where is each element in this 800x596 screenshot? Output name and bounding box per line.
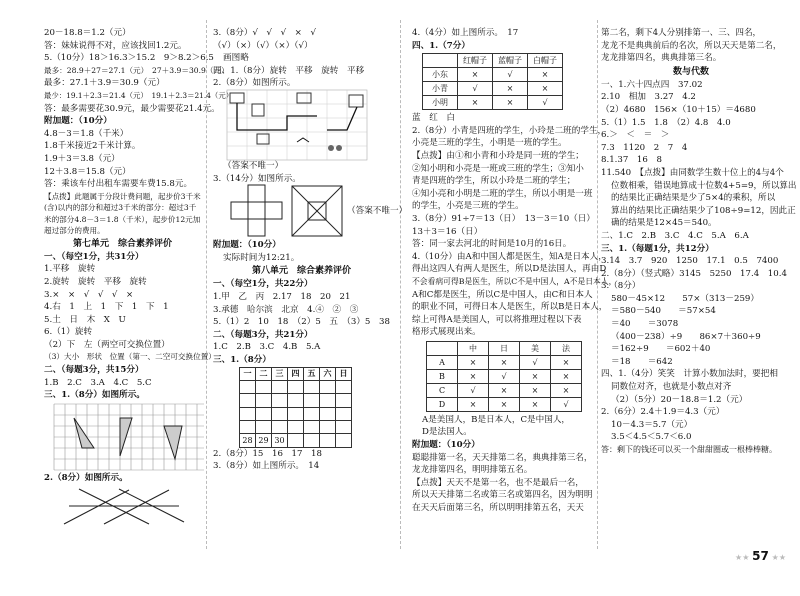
tbl-cell: × xyxy=(493,96,528,110)
text-line: （2）下 左（两空可交换位置） xyxy=(44,339,170,350)
answer-note: （答案不唯一） xyxy=(223,160,284,171)
square-pattern-figure xyxy=(231,185,283,237)
text-line: 3.（14分）如图所示。 xyxy=(213,173,301,184)
tbl-cell: √ xyxy=(520,355,551,369)
text-line: 3.承德 哈尔滨 北京 4.④ ② ③ xyxy=(213,304,359,315)
text-line: 综上可得A是美国人，可以将推理过程以下表 xyxy=(412,314,582,325)
path-grid-figure xyxy=(227,90,367,160)
text-line: （3）大小 形状 位置（第一、二空可交换位置） xyxy=(44,352,216,362)
tbl-cell: 小东 xyxy=(423,68,458,82)
text-line: ＝18 ＝642 xyxy=(611,356,673,367)
tbl-head: 法 xyxy=(551,341,582,355)
diagonal-pattern-figure xyxy=(291,185,343,237)
text-line: 1.平移 旋转 xyxy=(44,264,96,275)
cal-cell xyxy=(240,407,256,420)
grid-triangles-figure xyxy=(54,404,204,470)
cal-cell xyxy=(336,380,352,393)
cal-cell xyxy=(320,434,336,447)
text-line: ＝40 ＝3078 xyxy=(611,319,679,330)
cal-cell: 28 xyxy=(240,434,256,447)
cal-cell xyxy=(336,434,352,447)
cal-cell xyxy=(240,394,256,407)
cal-cell xyxy=(288,394,304,407)
text-line: 7.3 1120 2 7 4 xyxy=(601,142,688,153)
unit-7-title: 第七单元 综合素养评价 xyxy=(72,238,172,249)
cal-cell xyxy=(256,421,272,434)
text-line: 画图略 xyxy=(223,53,249,64)
text-line: 1.C 2.B 3.C 4.B 5.A xyxy=(213,342,321,353)
tbl-cell: × xyxy=(458,397,489,411)
text-line: 一、（每空1分，共22分） xyxy=(213,279,313,290)
tbl-cell: B xyxy=(427,369,458,383)
text-line: 答：妹妹说得不对，应该找回1.2元。 xyxy=(44,40,187,51)
text-line: 4.8－3＝1.8（千米） xyxy=(44,128,129,139)
text-line: 四、1.（7分） xyxy=(412,40,470,51)
text-line: 10－4.3＝5.7（元） xyxy=(611,419,693,430)
text-line: 蓝 红 白 xyxy=(412,113,455,124)
text-line: 不会看病可得B是医生，所以C不是中国人，A不是日本人， xyxy=(412,276,617,286)
cal-cell xyxy=(320,380,336,393)
text-line: 5.（1）1.5 1.8 （2）4.8 4.0 xyxy=(601,117,731,128)
cal-cell xyxy=(304,434,320,447)
text-line: 附加题：（10分） xyxy=(412,440,480,451)
cal-cell xyxy=(320,421,336,434)
text-line: 三、1.（每题1分，共12分） xyxy=(601,243,714,254)
cal-cell: 29 xyxy=(256,434,272,447)
cal-cell xyxy=(320,394,336,407)
hat-table xyxy=(422,53,563,110)
text-line: 二、（每题3分，共15分） xyxy=(44,365,144,376)
cal-cell xyxy=(288,421,304,434)
crossing-lines-figure xyxy=(59,484,189,530)
cal-head: 二 xyxy=(256,367,272,380)
star-icon: ★★ xyxy=(735,553,753,562)
cal-cell xyxy=(304,407,320,420)
unit-8-title: 第八单元 综合素养评价 xyxy=(251,266,351,277)
cal-head: 六 xyxy=(320,367,336,380)
text-line: 13＋3＝16（日） xyxy=(412,226,483,237)
tbl-cell: C xyxy=(427,383,458,397)
tbl-cell: √ xyxy=(458,383,489,397)
tbl-head: 美 xyxy=(520,341,551,355)
text-line: 3.（8分）√ √ √ × √ xyxy=(213,28,316,38)
text-line: 2.（6分）2.4＋1.9＝4.3（元） xyxy=(601,407,725,418)
calendar-table xyxy=(239,367,352,448)
tbl-cell: × xyxy=(551,383,582,397)
tbl-head xyxy=(427,341,458,355)
text-line: 第二名，剩下4人分别排第一、三、四名， xyxy=(601,28,762,38)
cal-cell xyxy=(304,421,320,434)
text-line: 3.（8分） xyxy=(601,281,641,292)
tbl-cell: √ xyxy=(458,82,493,96)
text-line: 1.9＋3＝3.8（元） xyxy=(44,153,120,164)
tbl-cell: × xyxy=(520,397,551,411)
text-line: 三、1.（8分）如图所示。 xyxy=(44,390,145,401)
text-line: 确的结果是12×45＝540。 xyxy=(611,218,717,229)
tbl-head: 中 xyxy=(458,341,489,355)
text-line: 答：乘该车付出租车需要车费15.8元。 xyxy=(44,179,193,190)
text-line: 青是四班的学生，所以小玲是二班的学生； xyxy=(412,176,576,187)
tbl-cell: × xyxy=(489,355,520,369)
tbl-cell: × xyxy=(458,369,489,383)
tip-paragraph: 【点拨】此题属于分段计费问题，起步价3千米(含)以内的部分和超过3千米的部分：超过3千米的部分4.8－3＝1.8（千米），起步价12元加超过部分的费用。 xyxy=(44,191,201,236)
text-line: 的职业不同，可得日本人是医生，所以B是日本人， xyxy=(412,302,608,313)
cal-cell xyxy=(272,421,288,434)
text-line: 的结果比正确结果是少了5×4的乘积，所以 xyxy=(611,193,776,204)
text-line: 所以天天排第二名或第三名或第四名，因为明明 xyxy=(412,490,593,501)
text-line: 实际时间为12:21。 xyxy=(223,252,300,263)
tbl-cell: × xyxy=(489,397,520,411)
tbl-cell: × xyxy=(520,369,551,383)
text-line: 4.（4分）如上图所示。 17 xyxy=(412,28,519,38)
star-icon: ★★ xyxy=(768,553,786,562)
text-line: 四、1.（8分）旋转 平移 旋转 平移 xyxy=(213,65,365,76)
cal-cell: 30 xyxy=(272,434,288,447)
text-line: 1.B 2.C 3.A 4.C 5.C xyxy=(44,377,152,388)
text-line: 的学生，小亮是三班的学生。 xyxy=(412,201,524,212)
tbl-head: 日 xyxy=(489,341,520,355)
text-line: ＝162÷9 ＝602＋40 xyxy=(611,344,711,355)
text-line: 最少：19.1＋2.3＝21.4（元） 19.1＋2.3＝21.4（元） xyxy=(44,90,234,100)
cal-cell xyxy=(256,380,272,393)
text-line: 算出的结果比正确结果少了108÷9=12，因此正 xyxy=(611,205,796,216)
text-line: 四、1.（4分）笑笑 计算小数加法时，要把相 xyxy=(601,369,778,380)
text-line: 聪聪排第一名，天天排第二名，典典排第三名， xyxy=(412,452,593,463)
cal-head: 三 xyxy=(272,367,288,380)
text-line: 5.（1）2 10 18 （2）5 五 （3）5 38 xyxy=(213,317,390,328)
cal-cell xyxy=(336,407,352,420)
text-line: 2.（8分）15 16 17 18 xyxy=(213,448,322,459)
tbl-cell: × xyxy=(458,68,493,82)
text-line: 答：同一家去河北的时间是10月的16日。 xyxy=(412,239,572,250)
text-line: D是法国人。 xyxy=(422,427,472,438)
tbl-cell: × xyxy=(493,82,528,96)
tbl-cell: 小青 xyxy=(423,82,458,96)
text-line: 附加题：（10分） xyxy=(213,240,281,251)
text-line: 龙龙排第四名，明明排第五名。 xyxy=(412,465,533,476)
text-line: 龙龙排第四名，典典排第三名。 xyxy=(601,53,722,64)
section-title: 数与代数 xyxy=(672,66,709,77)
column-1 xyxy=(44,27,234,596)
text-line: ＝580－540 ＝57×54 xyxy=(611,306,716,317)
text-line: 1.甲 乙 丙 2.17 18 20 21 xyxy=(213,291,351,302)
text-line: 3.（8分）91÷7＝13（日） 13－3＝10（日） xyxy=(412,213,595,224)
text-line: 6.（1）旋转 xyxy=(44,327,93,338)
cal-cell xyxy=(272,380,288,393)
text-line: 8.1.37 16 8 xyxy=(601,155,662,166)
text-line: 得出这四人有两人是医生，所以D是法国人，再由D xyxy=(412,264,607,275)
cal-cell xyxy=(304,380,320,393)
tbl-head: 白帽子 xyxy=(528,54,563,68)
text-line: 3.5＜4.5＜5.7＜6.0 xyxy=(611,432,692,443)
tbl-cell: A xyxy=(427,355,458,369)
text-line: 12＋3.8＝15.8（元） xyxy=(44,166,131,177)
text-line: （2）4680 156×（10＋15）＝4680 xyxy=(601,104,756,115)
tbl-cell: √ xyxy=(528,96,563,110)
text-line: 小亮是三班的学生，小明是一班的学生。 xyxy=(412,138,567,149)
text-line: A和C都是医生，所以C是中国人，由C和日本人 xyxy=(412,289,593,300)
text-line: 【点拨】天天不是第一名，也不是最后一名， xyxy=(412,477,584,488)
text-line: 最多：27.1＋3.9＝30.9（元） xyxy=(44,78,165,89)
text-line: 4.右 1 上 1 下 1 下 1 xyxy=(44,302,169,313)
text-line: ②知小明和小亮是一班或三班的学生；③知小 xyxy=(412,163,584,174)
text-line: 2.（8分）（竖式略）3145 5250 17.4 10.4 xyxy=(601,268,787,279)
tbl-cell: √ xyxy=(551,397,582,411)
cal-cell xyxy=(288,407,304,420)
cal-cell xyxy=(272,407,288,420)
column-3 xyxy=(412,27,617,596)
text-line: （√）（×）（√）（×）（√） xyxy=(213,40,313,51)
text-line: 同数位对齐，也就是小数点对齐 xyxy=(611,382,732,393)
text-line: 答：最多需要花30.9元，最少需要花21.4元。 xyxy=(44,103,220,114)
column-4 xyxy=(601,27,797,596)
cal-cell xyxy=(240,380,256,393)
text-line: 3.14 3.7 920 1250 17.1 0.5 7400 xyxy=(601,256,779,267)
text-line: A是美国人，B是日本人，C是中国人， xyxy=(422,414,571,425)
tbl-cell: 小明 xyxy=(423,96,458,110)
text-line: 1.8千米接近2千米计算。 xyxy=(44,141,141,152)
cal-cell xyxy=(336,394,352,407)
text-line: 20－18.8＝1.2（元） xyxy=(44,28,131,38)
tbl-cell: × xyxy=(489,383,520,397)
cal-cell xyxy=(256,407,272,420)
text-line: 二、1.C 2.B 3.C 4.C 5.A 6.A xyxy=(601,230,749,241)
text-line: 3.× × √ √ √ × xyxy=(44,289,134,300)
tbl-cell: × xyxy=(528,82,563,96)
tbl-cell: × xyxy=(528,68,563,82)
tbl-cell: × xyxy=(458,355,489,369)
text-line: 龙龙不是典典前后的名次，所以天天是第二名， xyxy=(601,40,782,51)
cal-head: 四 xyxy=(288,367,304,380)
tbl-head xyxy=(423,54,458,68)
text-line: 一、1.六十四点四 37.02 xyxy=(601,79,703,90)
text-line: 三、1.（8分） xyxy=(213,354,271,365)
text-line: 2.（8分）如图所示。 xyxy=(44,472,128,483)
text-line: 最多：28.9＋27＝27.1（元） 27＋3.9＝30.9（元） xyxy=(44,65,229,75)
text-line: 2.旋转 旋转 平移 旋转 xyxy=(44,276,147,287)
text-line: 一、（每空1分，共31分） xyxy=(44,251,144,262)
text-line: 580－45×12 57×（313－259） xyxy=(611,293,759,304)
nationality-table xyxy=(426,341,582,412)
answer-note: （答案不唯一） xyxy=(347,206,408,217)
cal-head: 五 xyxy=(304,367,320,380)
cal-head: 一 xyxy=(240,367,256,380)
text-line: ④知小亮和小明是二班的学生，所以小明是一班 xyxy=(412,188,593,199)
text-line: 6.＞ ＜ ＝ ＞ xyxy=(601,130,670,141)
text-line: 答：剩下的钱还可以买一个甜甜圈或一根棒棒糖。 xyxy=(601,445,777,454)
tbl-cell: D xyxy=(427,397,458,411)
text-line: 3.（8分）如上图所示。 14 xyxy=(213,461,320,472)
cal-cell xyxy=(272,394,288,407)
page-number-value: 57 xyxy=(752,549,769,563)
text-line: 11.540 【点拨】由同数学生数十位上的4与4个 xyxy=(601,167,784,178)
text-line: 2.10 相加 3.27 4.2 xyxy=(601,92,696,103)
cal-cell xyxy=(288,434,304,447)
text-line: 在天天后面第三名，所以明明排第五名，天天 xyxy=(412,503,584,514)
tbl-head: 蓝帽子 xyxy=(493,54,528,68)
text-line: 二、（每题3分，共21分） xyxy=(213,329,313,340)
text-line: 4.（10分）由A和中国人都是医生，知A是日本人， xyxy=(412,251,607,262)
text-line: 2.（8分）小青是四班的学生，小玲是二班的学生， xyxy=(412,125,607,136)
cal-head: 日 xyxy=(336,367,352,380)
cal-cell xyxy=(288,380,304,393)
tbl-cell: √ xyxy=(493,68,528,82)
cal-cell xyxy=(304,394,320,407)
text-line: 5.土 日 木 X U xyxy=(44,314,126,325)
text-line: 格形式展现出来。 xyxy=(412,327,481,338)
text-line: （400－238）÷9 86×7＋360÷9 xyxy=(611,331,761,342)
tbl-cell: × xyxy=(520,383,551,397)
page-number xyxy=(735,549,786,563)
text-line: 附加题：（10分） xyxy=(44,116,112,127)
text-line: 位数相乘，错误地算成十位数4+5=9，所以算出 xyxy=(611,180,797,191)
tbl-cell: √ xyxy=(489,369,520,383)
cal-cell xyxy=(336,421,352,434)
column-2 xyxy=(213,27,408,596)
tbl-cell: × xyxy=(551,355,582,369)
tbl-cell: × xyxy=(458,96,493,110)
cal-cell xyxy=(320,407,336,420)
cal-cell xyxy=(240,421,256,434)
text-line: 【点拨】由①和小青和小玲是同一班的学生； xyxy=(412,150,584,161)
separator-2 xyxy=(400,20,401,549)
text-line: 5.（10分）18＞16.3＞15.2 9＞8.2＞6.5 xyxy=(44,53,214,64)
text-line: （2）（5分）20－18.8＝1.2（元） xyxy=(611,394,748,405)
symmetry-figures xyxy=(213,185,408,239)
tbl-head: 红帽子 xyxy=(458,54,493,68)
cal-cell xyxy=(256,394,272,407)
text-line: 2.（8分）如图所示。 xyxy=(213,78,296,89)
tbl-cell: × xyxy=(551,369,582,383)
